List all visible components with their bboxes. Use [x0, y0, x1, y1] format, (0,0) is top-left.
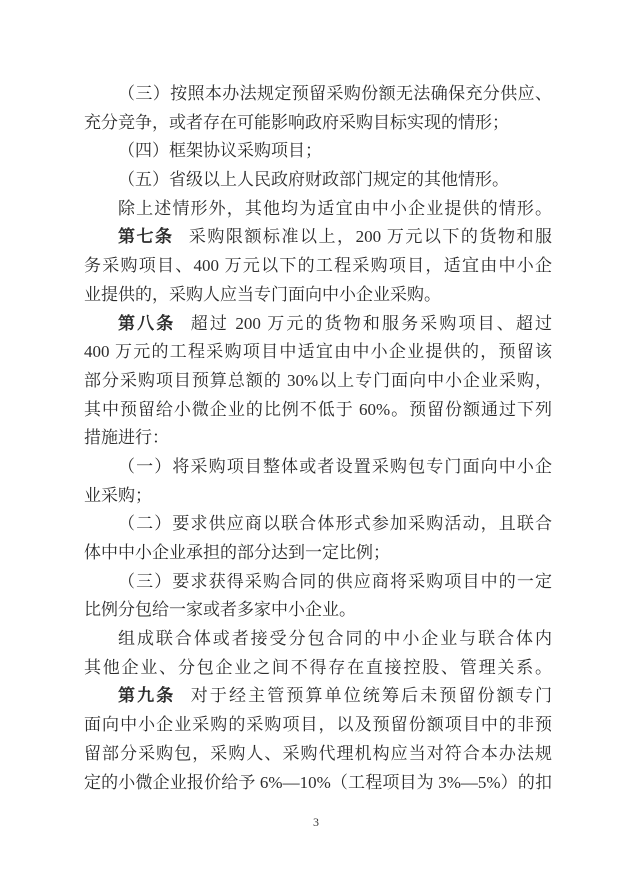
text-line [84, 195, 552, 224]
line-text: （三）按照本办法规定预留采购份额无法确保充分供应、 [118, 84, 552, 103]
page-content [84, 80, 552, 797]
line-text: （一）将采购项目整体或者设置采购包专门面向中小企 [118, 456, 552, 476]
line-text: 除上述情形外，其他均为适宜由中小企业提供的情形。 [118, 198, 552, 218]
line-text: （四）框架协议采购项目； [118, 141, 322, 161]
line-text: 400 万元的工程采购项目中适宜由中小企业提供的，预留该 [84, 342, 552, 362]
article-line [84, 682, 552, 711]
text-line [84, 252, 552, 281]
line-text: 业提供的，采购人应当专门面向中小企业采购。 [84, 284, 441, 304]
article-line [84, 223, 552, 252]
line-text: 组成联合体或者接受分包合同的中小企业与联合体内 [118, 629, 552, 649]
text-line [84, 596, 552, 625]
text-line [84, 80, 552, 109]
line-text: 体中中小企业承担的部分达到一定比例； [84, 543, 390, 562]
line-text: 比例分包给一家或者多家中小企业。 [84, 600, 356, 620]
text-line [84, 367, 552, 396]
line-text: 措施进行： [84, 428, 169, 448]
text-line [84, 453, 552, 482]
text-line [84, 396, 552, 425]
line-text: 务采购项目、400 万元以下的工程采购项目，适宜由中小企 [84, 256, 552, 276]
text-line [84, 711, 552, 740]
text-line [84, 568, 552, 597]
line-text: 部分采购项目预算总额的 30%以上专门面向中小企业采购， [84, 370, 552, 390]
text-line [84, 654, 552, 683]
text-line [84, 769, 552, 798]
line-text: 业采购； [84, 485, 152, 505]
text-line [84, 166, 552, 195]
text-line [84, 137, 552, 166]
line-text: 对于经主管预算单位统筹后未预留份额专门 [190, 686, 553, 706]
line-text: 面向中小企业采购的采购项目，以及预留份额项目中的非预 [84, 715, 552, 735]
article-line [84, 310, 552, 339]
text-line [84, 338, 552, 367]
article-number: 第九条 [118, 686, 176, 706]
text-line [84, 625, 552, 654]
text-line [84, 281, 552, 310]
text-line [84, 740, 552, 769]
text-line [84, 482, 552, 511]
article-number: 第八条 [118, 313, 176, 333]
text-line [84, 424, 552, 453]
line-text: 留部分采购包，采购人、采购代理机构应当对符合本办法规 [84, 743, 552, 763]
line-text: 采购限额标准以上，200 万元以下的货物和服 [188, 227, 553, 247]
text-line [84, 510, 552, 539]
text-line [84, 539, 552, 568]
text-line [84, 109, 552, 138]
line-text: 其他企业、分包企业之间不得存在直接控股、管理关系。 [84, 657, 552, 677]
line-text: （二）要求供应商以联合体形式参加采购活动，且联合 [118, 514, 552, 534]
line-text: 超过 200 万元的货物和服务采购项目、超过 [190, 313, 553, 333]
line-text: （五）省级以上人民政府财政部门规定的其他情形。 [118, 170, 509, 190]
line-text: （三）要求获得采购合同的供应商将采购项目中的一定 [118, 571, 552, 591]
article-number: 第七条 [118, 227, 174, 247]
line-text: 充分竞争，或者存在可能影响政府采购目标实现的情形； [84, 112, 509, 132]
line-text: 定的小微企业报价给予 6%—10%（工程项目为 3%—5%）的扣 [84, 772, 552, 792]
page-number: 3 [313, 815, 319, 829]
line-text: 其中预留给小微企业的比例不低于 60%。预留份额通过下列 [84, 399, 552, 419]
